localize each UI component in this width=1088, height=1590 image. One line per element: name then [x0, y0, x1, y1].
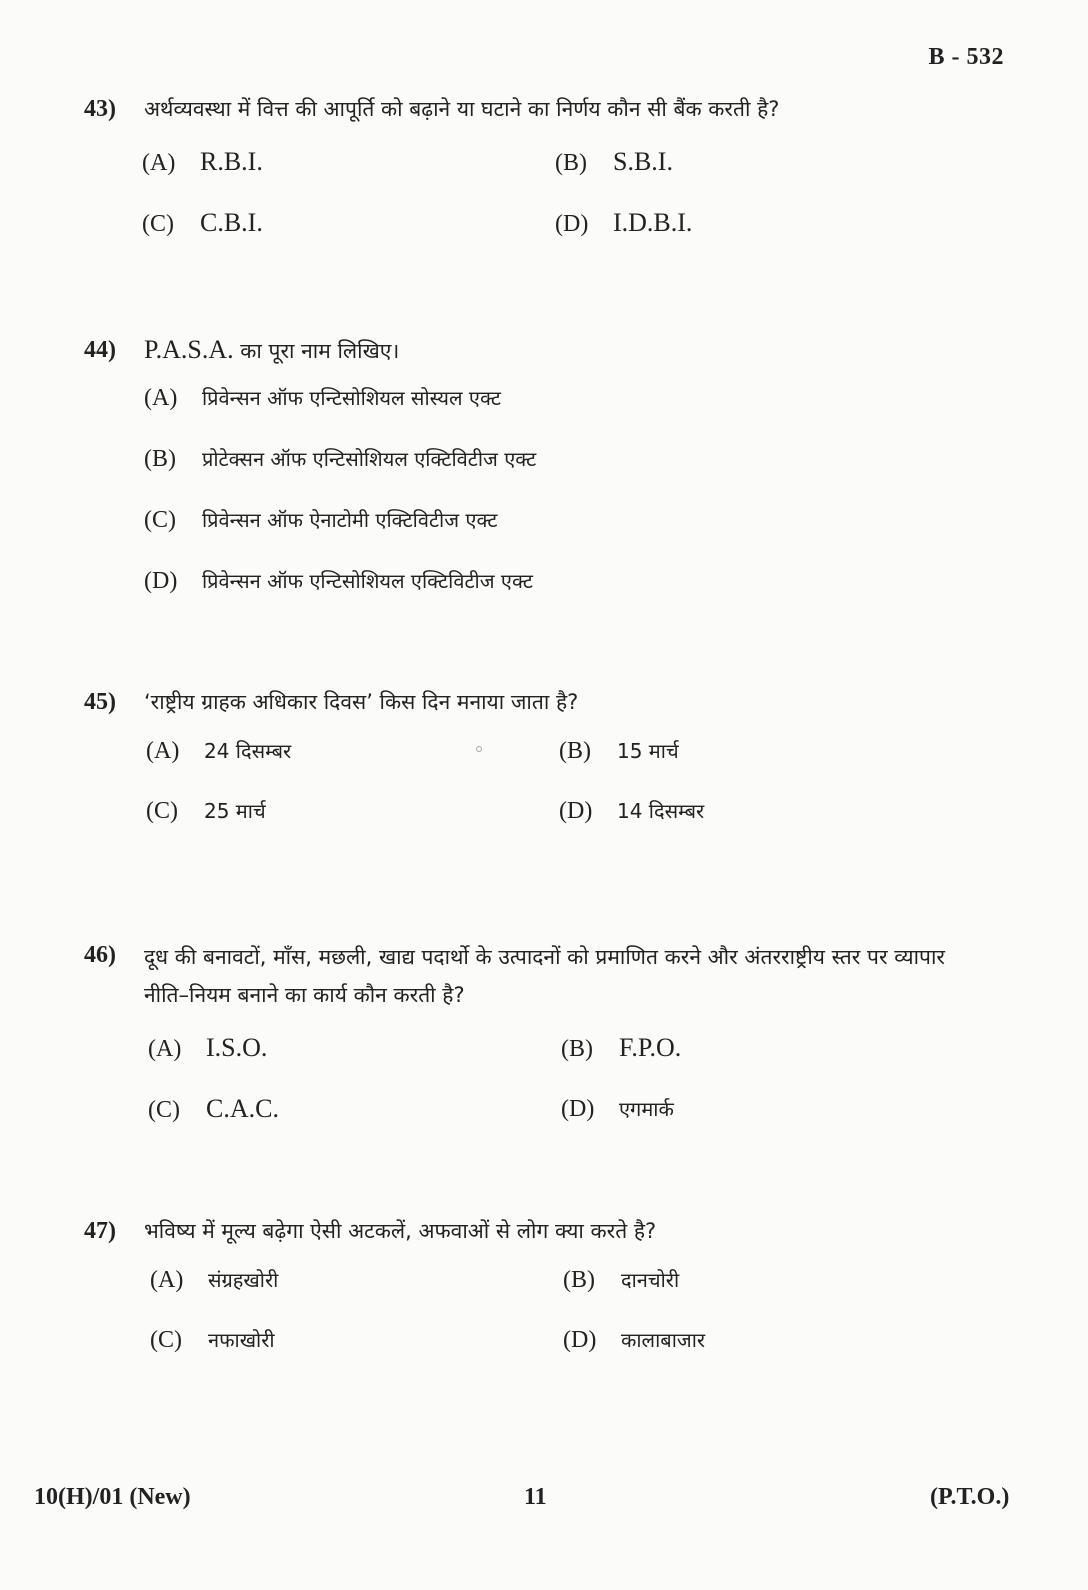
options-grid	[146, 733, 984, 829]
question-text-abbreviation: P.A.S.A.	[144, 335, 234, 364]
scan-speck	[476, 746, 482, 752]
question-number: 45)	[84, 689, 116, 715]
option-a	[142, 144, 555, 181]
option-c	[146, 793, 559, 829]
option-label: (B)	[144, 446, 176, 472]
option-b	[144, 441, 984, 477]
option-b	[561, 1030, 961, 1067]
option-text: R.B.I.	[200, 147, 263, 176]
option-text: 24 दिसम्बर	[204, 739, 292, 763]
option-text: 25 मार्च	[204, 799, 266, 823]
question-44	[84, 333, 984, 599]
option-b	[559, 733, 959, 769]
page-number: 11	[524, 1484, 547, 1510]
option-a	[144, 380, 984, 416]
option-text: कालाबाजार	[621, 1328, 706, 1352]
options-grid	[142, 144, 984, 242]
option-text: प्रिवेन्सन ऑफ ऐनाटोमी एक्टिविटीज एक्ट	[202, 508, 498, 532]
option-text: I.D.B.I.	[613, 208, 693, 237]
option-label: (B)	[561, 1036, 593, 1062]
option-c	[144, 502, 984, 538]
question-text	[144, 333, 984, 368]
option-text: एगमार्क	[619, 1097, 674, 1121]
option-label: (D)	[561, 1096, 595, 1122]
option-label: (D)	[555, 211, 589, 237]
options-grid	[148, 1030, 964, 1128]
question-stem	[84, 333, 984, 368]
paper-code: B - 532	[928, 44, 1004, 70]
option-text: C.B.I.	[200, 208, 263, 237]
option-b	[563, 1262, 963, 1298]
option-d	[559, 793, 959, 829]
option-label: (C)	[148, 1097, 180, 1123]
question-43	[84, 92, 984, 242]
question-text: अर्थव्यवस्था में वित्त की आपूर्ति को बढ़ाने या घटाने का निर्णय कौन सी बैंक करती है?	[144, 97, 780, 121]
option-c	[150, 1322, 563, 1358]
option-label: (C)	[142, 211, 174, 237]
option-d	[561, 1091, 961, 1128]
question-text: दूध की बनावटों, माँस, मछली, खाद्य पदार्थो के उत्पादनों को प्रमाणित करने और अंतरराष्ट्रीय स्तर पर व्यापार नीति–नियम बनाने का कार्य कौन करती है?	[144, 945, 945, 1007]
question-45	[84, 685, 984, 829]
question-text-hindi: का पूरा नाम लिखिए।	[240, 339, 400, 363]
option-label: (A)	[142, 150, 176, 176]
option-label: (C)	[146, 798, 178, 824]
question-number: 46)	[84, 942, 116, 968]
option-label: (A)	[144, 385, 178, 411]
option-label: (A)	[148, 1036, 182, 1062]
option-c	[148, 1091, 561, 1128]
option-text: 15 मार्च	[617, 739, 679, 763]
option-text: दानचोरी	[621, 1268, 680, 1292]
pto-note: (P.T.O.)	[930, 1484, 1010, 1510]
option-text: 14 दिसम्बर	[617, 799, 705, 823]
option-a	[150, 1262, 563, 1298]
option-label: (B)	[563, 1267, 595, 1293]
question-number: 43)	[84, 96, 116, 122]
option-label: (A)	[150, 1267, 184, 1293]
option-d	[563, 1322, 963, 1358]
question-text: भविष्य में मूल्य बढ़ेगा ऐसी अटकलें, अफवाओं से लोग क्या करते है?	[144, 1219, 657, 1243]
option-text: C.A.C.	[206, 1094, 279, 1123]
option-text: प्रोटेक्सन ऑफ एन्टिसोशियल एक्टिविटीज एक्ट	[202, 447, 537, 471]
option-text: संग्रहखोरी	[208, 1268, 279, 1292]
question-number: 44)	[84, 337, 116, 363]
option-label: (A)	[146, 738, 180, 764]
option-d	[144, 563, 984, 599]
option-text: S.B.I.	[613, 147, 673, 176]
options-list	[144, 380, 984, 599]
option-a	[146, 733, 559, 769]
option-b	[555, 144, 955, 181]
question-stem	[84, 92, 984, 126]
option-label: (D)	[563, 1327, 597, 1353]
option-text: प्रिवेन्सन ऑफ एन्टिसोशियल एक्टिविटीज एक्ट	[202, 569, 533, 593]
option-label: (B)	[559, 738, 591, 764]
question-number: 47)	[84, 1218, 116, 1244]
options-grid	[150, 1262, 984, 1358]
option-text: F.P.O.	[619, 1033, 682, 1062]
question-stem	[84, 938, 964, 1014]
option-label: (C)	[144, 507, 176, 533]
question-stem	[84, 685, 984, 719]
option-label: (B)	[555, 150, 587, 176]
question-47	[84, 1214, 984, 1358]
option-d	[555, 205, 955, 242]
footer-code: 10(H)/01 (New)	[34, 1484, 191, 1510]
option-a	[148, 1030, 561, 1067]
option-text: नफाखोरी	[208, 1328, 275, 1352]
option-text: I.S.O.	[206, 1033, 268, 1062]
option-c	[142, 205, 555, 242]
question-stem	[84, 1214, 984, 1248]
option-label: (D)	[559, 798, 593, 824]
option-text: प्रिवेन्सन ऑफ एन्टिसोशियल सोस्यल एक्ट	[202, 386, 501, 410]
option-label: (C)	[150, 1327, 182, 1353]
question-text: ‘राष्ट्रीय ग्राहक अधिकार दिवस’ किस दिन मनाया जाता है?	[144, 690, 579, 714]
question-46	[84, 938, 964, 1128]
option-label: (D)	[144, 568, 178, 594]
